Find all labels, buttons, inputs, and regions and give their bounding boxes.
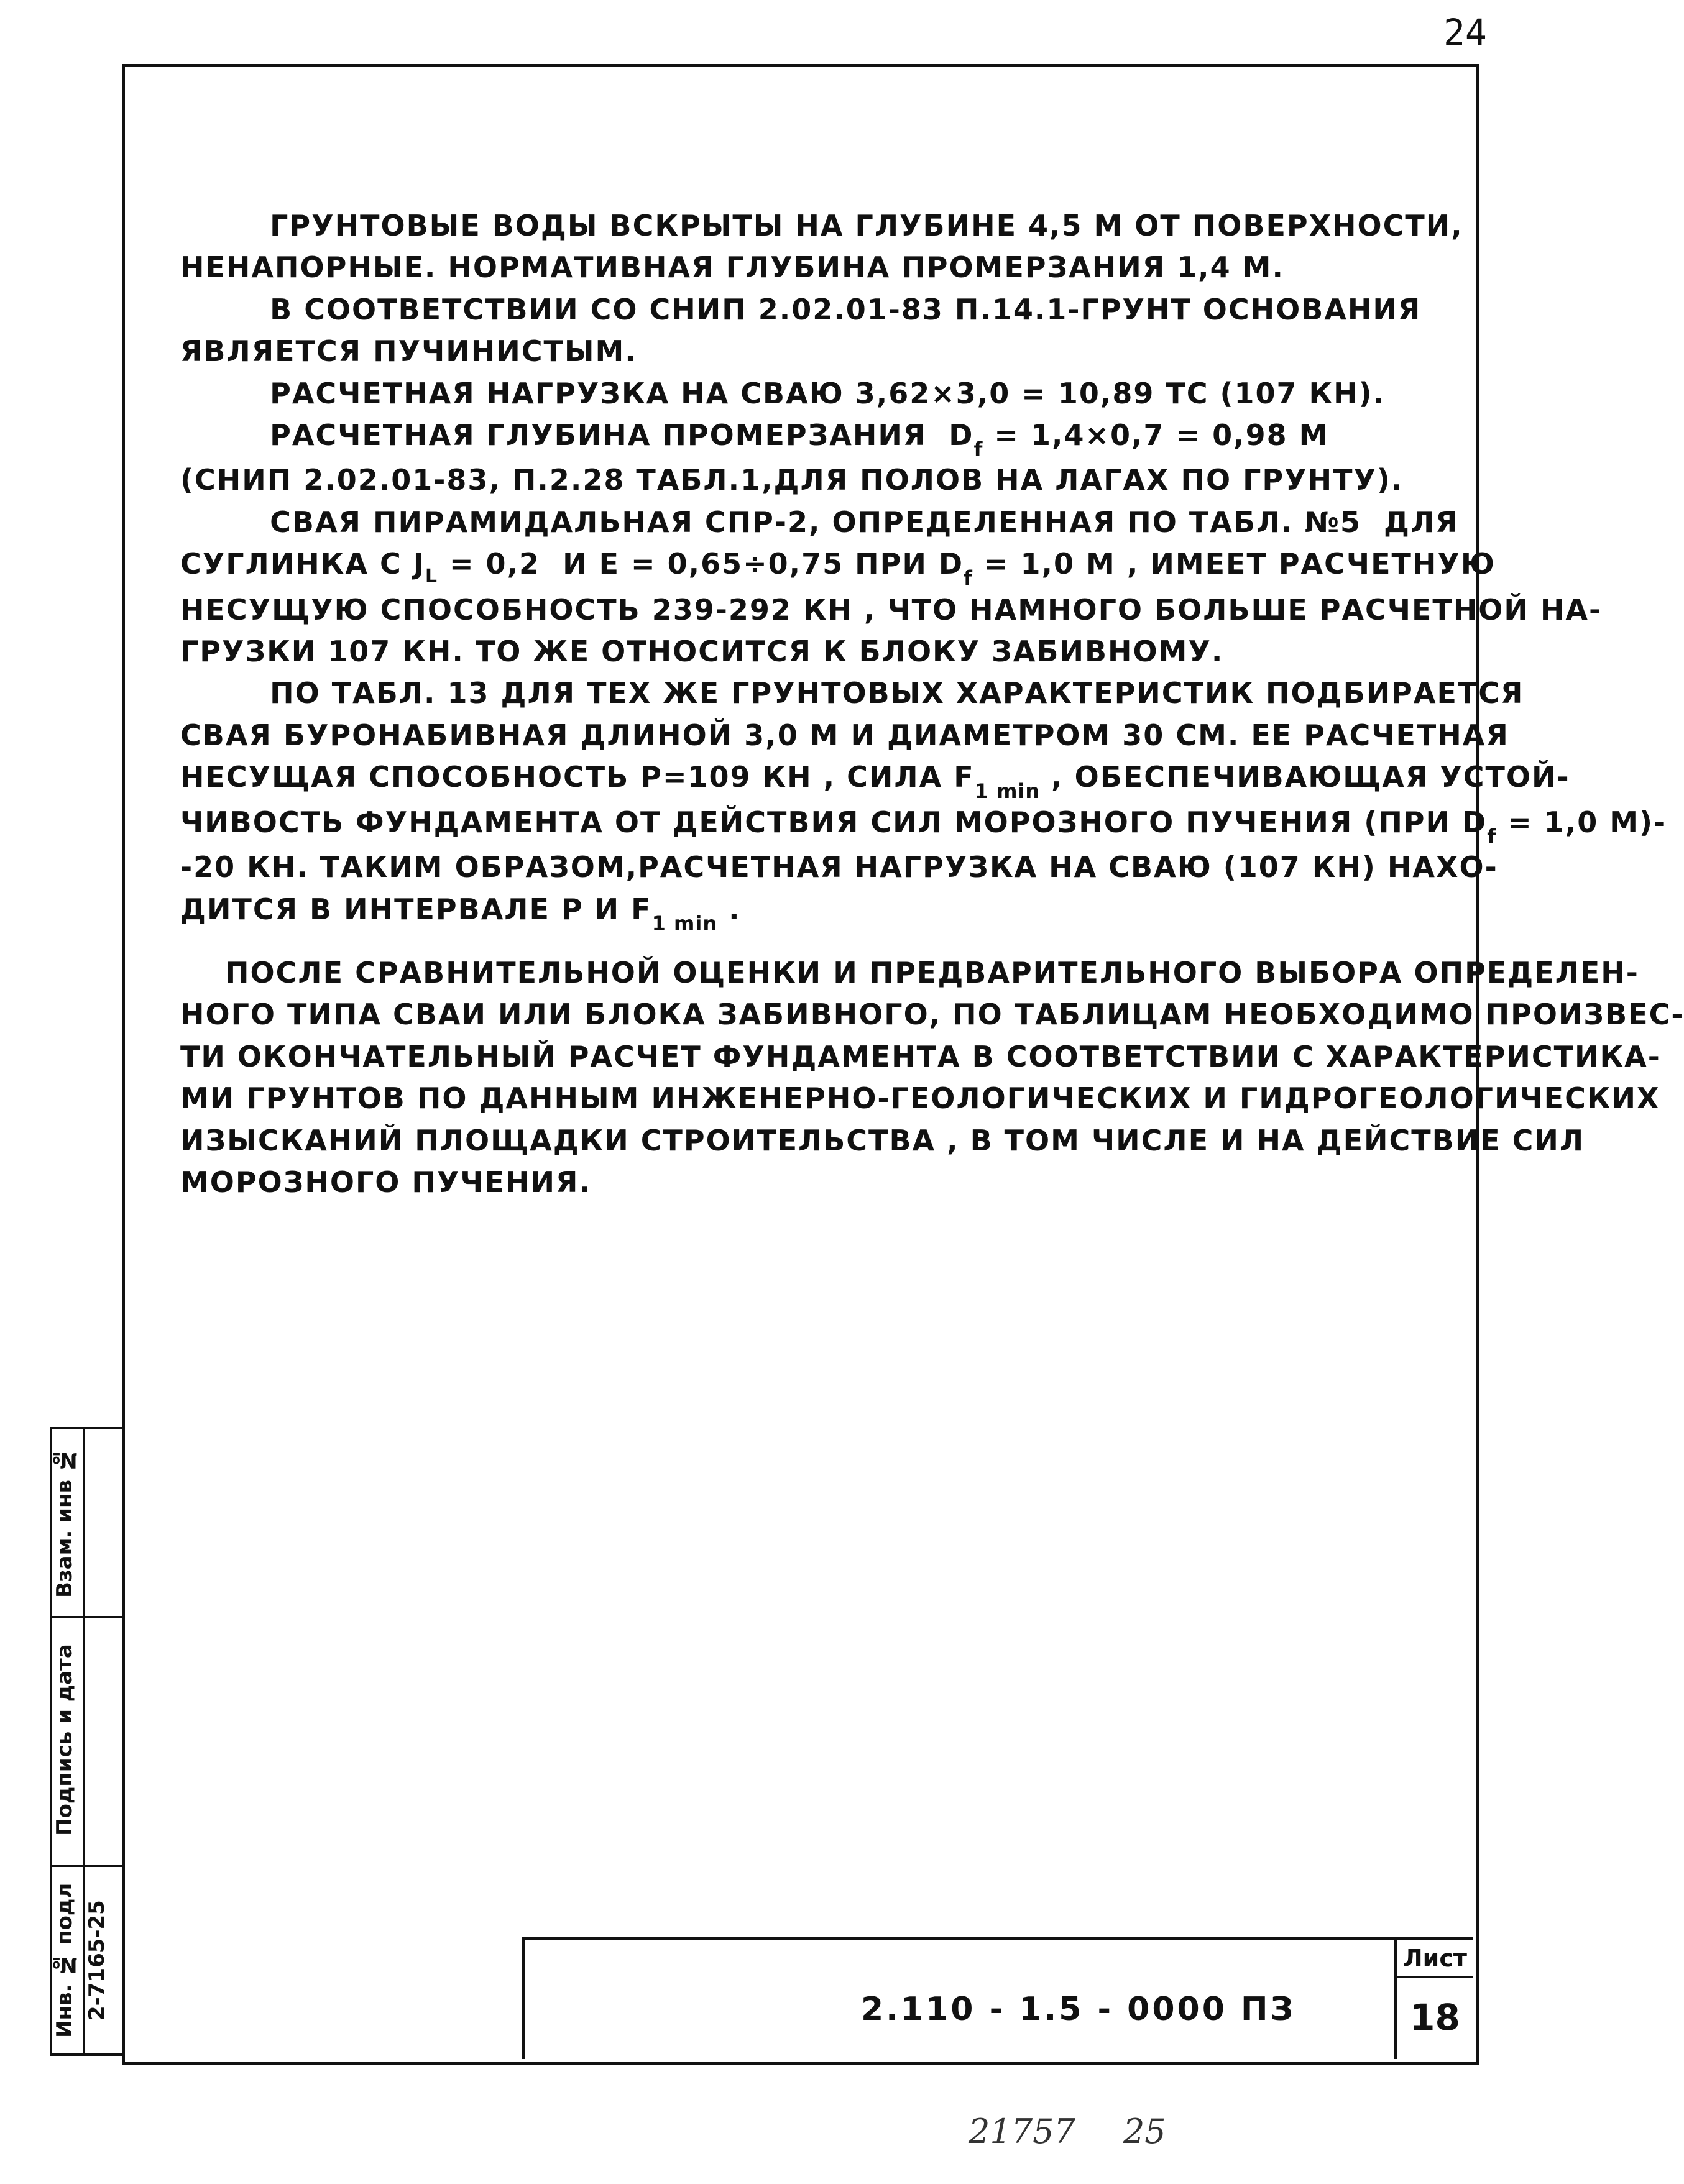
subscript: 1 min (974, 779, 1041, 804)
page-number: 24 (1443, 11, 1487, 53)
sheet-number: 18 (1410, 1996, 1460, 2039)
text-line: ИЗЫСКАНИЙ ПЛОЩАДКИ СТРОИТЕЛЬСТВА , В ТОМ ЧИСЛЕ И НА ДЕЙСТВИЕ СИЛ (180, 1123, 1585, 1157)
text-line: НЕСУЩАЯ СПОСОБНОСТЬ P=109 КН , СИЛА $F_{1 min}$ , ОБЕСПЕЧИВАЮЩАЯ УСТОЙ- (180, 760, 1570, 804)
text-line: ПОСЛЕ СРАВНИТЕЛЬНОЙ ОЦЕНКИ И ПРЕДВАРИТЕЛЬНОГО ВЫБОРА ОПРЕДЕЛЕН- (180, 955, 1639, 989)
stamp-inventory-number: 2-7165-25 (85, 1900, 109, 2021)
document-code: 2.110 - 1.5 - 0000 ПЗ (861, 1991, 1296, 2028)
text-line: РАСЧЕТНАЯ ГЛУБИНА ПРОМЕРЗАНИЯ $D_f = 1,4\times 0,7 = 0,98$ М (180, 418, 1329, 462)
text-line: ПО ТАБЛ. 13 ДЛЯ ТЕХ ЖЕ ГРУНТОВЫХ ХАРАКТЕРИСТИК ПОДБИРАЕТСЯ (180, 676, 1524, 710)
margin-stamp (50, 1427, 122, 2056)
subscript: f (973, 438, 983, 462)
text-line: ДИТСЯ В ИНТЕРВАЛЕ P И $F_{1 min}$ . (180, 892, 741, 935)
text-line: СУГЛИНКА С $J_L = 0,2$ И E = 0,65÷0,75 ПРИ $D_f = 1,0$ М , ИМЕЕТ РАСЧЕТНУЮ (180, 547, 1496, 590)
text-line: СВАЯ БУРОНАБИВНАЯ ДЛИНОЙ 3,0 М И ДИАМЕТРОМ 30 СМ. ЕЕ РАСЧЕТНАЯ (180, 718, 1509, 752)
text-line: (СНИП 2.02.01-83, П.2.28 ТАБЛ.1,ДЛЯ ПОЛОВ НА ЛАГАХ ПО ГРУНТУ). (180, 463, 1404, 497)
subscript: L (425, 566, 438, 588)
text-line: -20 КН. ТАКИМ ОБРАЗОМ,РАСЧЕТНАЯ НАГРУЗКА НА СВАЮ (107 КН) НАХО- (180, 850, 1498, 884)
stamp-label-signature: Подпись и дата (52, 1644, 77, 1837)
text-line: ГРУЗКИ 107 КН. ТО ЖЕ ОТНОСИТСЯ К БЛОКУ ЗАБИВНОМУ. (180, 635, 1224, 669)
subscript: f (964, 566, 973, 590)
text-line: РАСЧЕТНАЯ НАГРУЗКА НА СВАЮ 3,62×3,0 = 10,89 ТС (107 КН). (180, 376, 1386, 410)
subscript: f (1487, 824, 1497, 848)
text-line: ЯВЛЯЕТСЯ ПУЧИНИСТЫМ. (180, 334, 637, 369)
footer-note: 21757 25 (969, 2112, 1166, 2151)
text-line: НОГО ТИПА СВАИ ИЛИ БЛОКА ЗАБИВНОГО, ПО ТАБЛИЦАМ НЕОБХОДИМО ПРОИЗВЕС- (180, 998, 1684, 1032)
text-line: НЕСУЩУЮ СПОСОБНОСТЬ 239-292 КН , ЧТО НАМНОГО БОЛЬШЕ РАСЧЕТНОЙ НА- (180, 592, 1603, 626)
text-line: МОРОЗНОГО ПУЧЕНИЯ. (180, 1165, 591, 1199)
text-line: ГРУНТОВЫЕ ВОДЫ ВСКРЫТЫ НА ГЛУБИНЕ 4,5 М ОТ ПОВЕРХНОСТИ, (180, 209, 1463, 242)
stamp-label-inventory: Инв. № подл (52, 1883, 77, 2038)
subscript: 1 min (651, 911, 718, 935)
text-line: ТИ ОКОНЧАТЕЛЬНЫЙ РАСЧЕТ ФУНДАМЕНТА В СООТВЕТСТВИИ С ХАРАКТЕРИСТИКА- (180, 1039, 1661, 1073)
text-line: В СООТВЕТСТВИИ СО СНИП 2.02.01-83 П.14.1-ГРУНТ ОСНОВАНИЯ (180, 292, 1422, 326)
stamp-label-replacement: Взам. инв № (52, 1448, 77, 1598)
text-line: МИ ГРУНТОВ ПО ДАННЫМ ИНЖЕНЕРНО-ГЕОЛОГИЧЕСКИХ И ГИДРОГЕОЛОГИЧЕСКИХ (180, 1081, 1660, 1116)
text-line: НЕНАПОРНЫЕ. НОРМАТИВНАЯ ГЛУБИНА ПРОМЕРЗАНИЯ 1,4 М. (180, 250, 1284, 285)
text-line: СВАЯ ПИРАМИДАЛЬНАЯ СПР-2, ОПРЕДЕЛЕННАЯ ПО ТАБЛ. №5 ДЛЯ (180, 505, 1459, 539)
title-block (522, 1937, 1473, 2059)
sheet-label: Лист (1397, 1940, 1473, 1978)
sheet-cell (1394, 1940, 1473, 2059)
text-line: ЧИВОСТЬ ФУНДАМЕНТА ОТ ДЕЙСТВИЯ СИЛ МОРОЗНОГО ПУЧЕНИЯ (ПРИ $D_f = 1,0$ М)- (180, 805, 1667, 848)
explanatory-note-body (180, 205, 1684, 1203)
